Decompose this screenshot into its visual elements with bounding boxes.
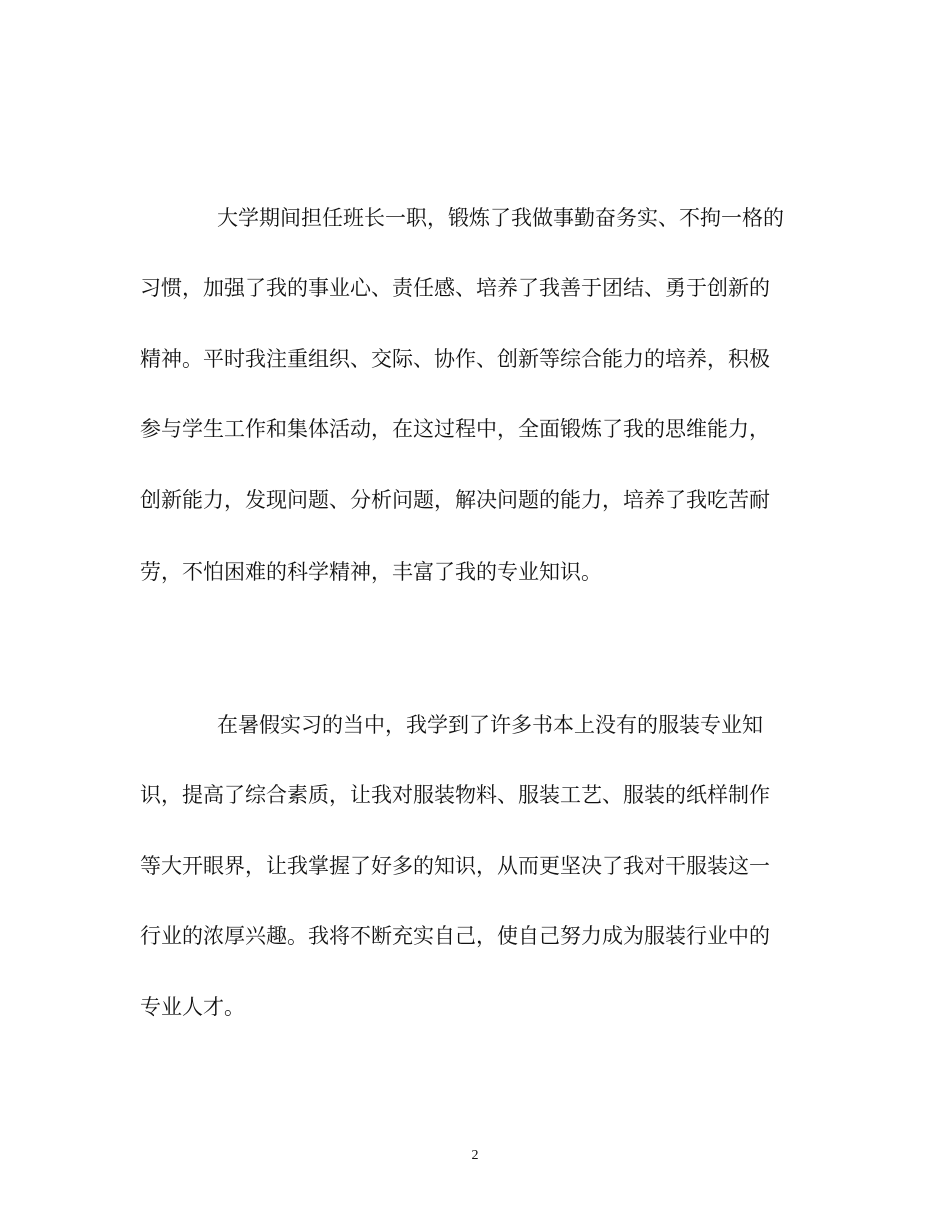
paragraph-line: 等大开眼界，让我掌握了好多的知识，从而更坚决了我对干服装这一 — [140, 854, 770, 878]
paragraph-line: 习惯，加强了我的事业心、责任感、培养了我善于团结、勇于创新的 — [140, 276, 770, 300]
paragraph-line: 劳，不怕困难的科学精神，丰富了我的专业知识。 — [140, 560, 602, 584]
paragraph-line: 参与学生工作和集体活动，在这过程中，全面锻炼了我的思维能力， — [140, 417, 770, 441]
paragraph-line: 行业的浓厚兴趣。我将不断充实自己，使自己努力成为服装行业中的 — [140, 924, 770, 948]
paragraph-line: 识，提高了综合素质，让我对服装物料、服装工艺、服装的纸样制作 — [140, 783, 770, 807]
paragraph-line: 在暑假实习的当中，我学到了许多书本上没有的服装专业知 — [217, 713, 763, 737]
paragraph-line: 专业人才。 — [140, 995, 245, 1019]
paragraph-line: 精神。平时我注重组织、交际、协作、创新等综合能力的培养，积极 — [140, 347, 770, 371]
page-number: 2 — [471, 1148, 479, 1163]
paragraph-line: 大学期间担任班长一职，锻炼了我做事勤奋务实、不拘一格的 — [217, 206, 784, 230]
paragraph-line: 创新能力，发现问题、分析问题，解决问题的能力，培养了我吃苦耐 — [140, 488, 770, 512]
